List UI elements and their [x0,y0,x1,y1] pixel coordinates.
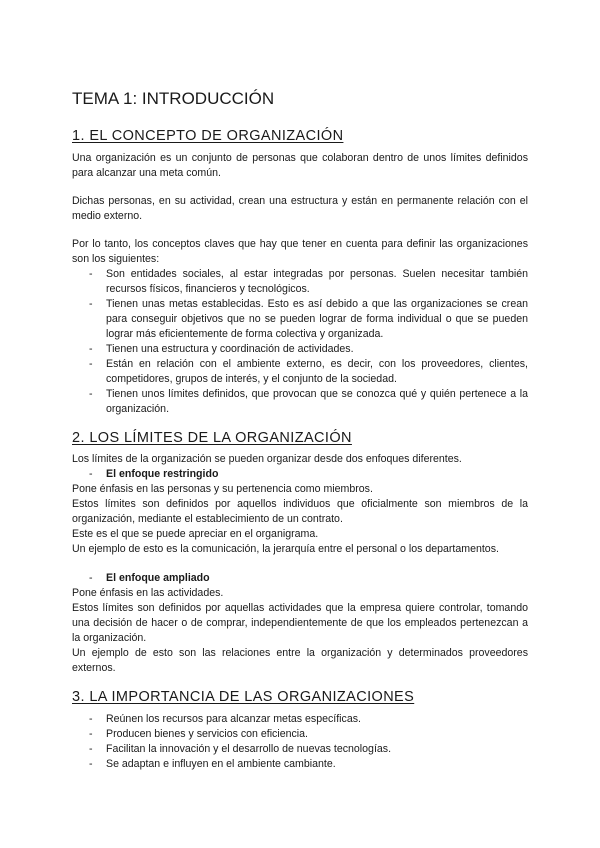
list-item: - Son entidades sociales, al estar integradas por personas. Suelen necesitar también recursos físicos, financieros y tecnológicos. [89,268,528,295]
list-item: - Tienen una estructura y coordinación de actividades. [89,343,354,355]
section-3-heading: 3. LA IMPORTANCIA DE LAS ORGANIZACIONES [72,689,415,705]
ampliado-line-1: Pone énfasis en las actividades. [72,587,224,599]
section-1-bullet-list [72,267,528,417]
section-3-bullet-list [72,712,528,772]
restringido-line-2: Estos límites son definidos por aquellos individuos que oficialmente son miembros de la organización, mediante el establecimiento de un contrato. [72,498,528,525]
section-1-paragraph-2: Dichas personas, en su actividad, crean una estructura y están en permanente relación con el medio externo. [72,195,528,222]
list-item: - Facilitan la innovación y el desarrollo de nuevas tecnologías. [89,743,392,755]
list-item: - Tienen unas metas establecidas. Esto es así debido a que las organizaciones se crean para conseguir objetivos que no se pueden lograr de forma individual o que se pueden lograr más eficientemente de forma colectiva y organizada. [89,298,528,340]
section-1-paragraph-3: Por lo tanto, los conceptos claves que hay que tener en cuenta para definir las organizaciones son los siguientes: [72,238,528,265]
ampliado-line-2: Estos límites son definidos por aquellas actividades que la empresa quiere controlar, tomando una decisión de hacer o de comprar, independientemente de que los empleados pertenezcan a la organización. [72,602,528,644]
restringido-line-4: Un ejemplo de esto es la comunicación, la jerarquía entre el personal o los departamentos. [72,543,499,555]
list-item: - Reúnen los recursos para alcanzar metas específicas. [89,713,361,725]
ampliado-line-3: Un ejemplo de esto son las relaciones entre la organización y determinados proveedores externos. [72,647,528,674]
restringido-line-3: Este es el que se puede apreciar en el organigrama. [72,528,319,540]
restringido-line-1: Pone énfasis en las personas y su pertenencia como miembros. [72,483,373,495]
list-item: - Se adaptan e influyen en el ambiente cambiante. [89,758,336,770]
page-title: TEMA 1: INTRODUCCIÓN [72,89,275,108]
list-item: - Producen bienes y servicios con eficiencia. [89,728,308,740]
list-item: - Tienen unos límites definidos, que provocan que se conozca qué y quién pertenece a la organización. [89,388,528,415]
section-2-intro: Los límites de la organización se pueden organizar desde dos enfoques diferentes. [72,453,462,465]
section-1-heading: 1. EL CONCEPTO DE ORGANIZACIÓN [72,128,344,144]
section-2-heading: 2. LOS LÍMITES DE LA ORGANIZACIÓN [72,430,352,446]
list-item: - Están en relación con el ambiente externo, es decir, con los proveedores, clientes, competidores, grupos de interés, y el conjunto de la sociedad. [89,358,528,385]
section-1-paragraph-1: Una organización es un conjunto de personas que colaboran dentro de unos límites definidos para alcanzar una meta común. [72,152,528,179]
